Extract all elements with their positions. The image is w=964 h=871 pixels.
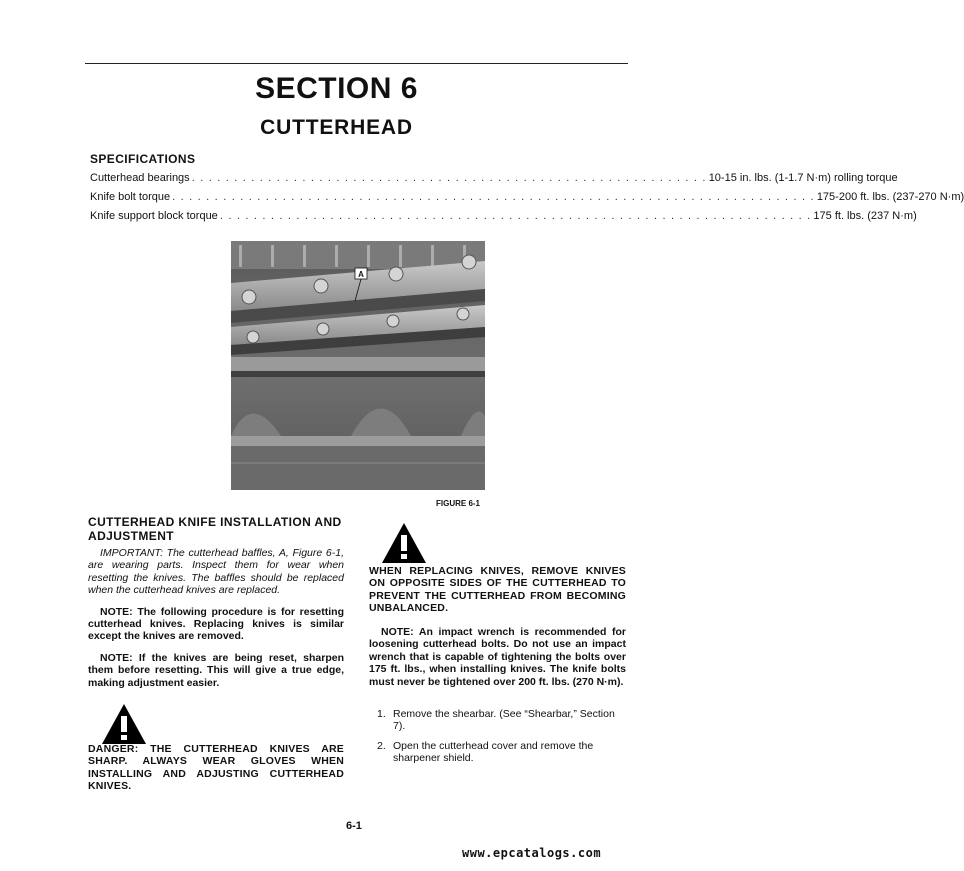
figure-caption: FIGURE 6-1 [436,499,481,508]
step-text: Remove the shearbar. (See “Shearbar,” Section 7). [393,708,615,733]
dot-leader: . . . . . . . . . . . . . . . . . . . . . . . . . . . . . . . . . . . . . . . . . . . . . . . . . . . . . . . . . . . . . . . . . . . . . . . . . . . . [172,191,815,203]
section-title: CUTTERHEAD [260,116,413,139]
dot-leader: . . . . . . . . . . . . . . . . . . . . . . . . . . . . . . . . . . . . . . . . . . . . . . . . . . . . . . . . . . . . . . . . . . . . . . [219,210,812,222]
page-number: 6-1 [346,820,362,832]
dot-leader: . . . . . . . . . . . . . . . . . . . . . . . . . . . . . . . . . . . . . . . . . . . . . . . . . . . . . . . . . . . . . [191,172,707,184]
spec-label: Knife bolt torque [90,191,171,203]
step-text: Open the cutterhead cover and remove the sharpener shield. [393,739,594,765]
warning-triangle-icon [100,702,148,746]
cutterhead-photo [231,241,485,490]
specifications-heading: SPECIFICATIONS [90,152,196,166]
procedure-heading: CUTTERHEAD KNIFE INSTALLATION AND ADJUSTMENT [88,515,342,543]
danger-warning: DANGER: THE CUTTERHEAD KNIVES ARE SHARP. ALWAYS WEAR GLOVES WHEN INSTALLING AND ADJUSTING CUTTERHEAD KNIVES. [88,743,344,793]
step-item [377,740,626,765]
step-number: 1. [377,708,386,720]
important-note: IMPORTANT: The cutterhead baffles, A, Figure 6-1, are wearing parts. Inspect them for wear when resetting the knives. The baffles should be replaced when the cutterhead knives are replaced. [88,547,344,597]
section-number: SECTION 6 [255,72,418,105]
step-number: 2. [377,739,386,752]
top-rule [85,63,628,64]
impact-wrench-note: NOTE: An impact wrench is recommended for loosening cutterhead bolts. Do not use an impact wrench that is capable of tightening the bolts over 175 ft. lbs., when installing knives. The knife bolts must never be tightened over 200 ft. lbs. (270 N·m). [369,626,626,688]
replace-knives-warning: WHEN REPLACING KNIVES, REMOVE KNIVES ON OPPOSITE SIDES OF THE CUTTERHEAD TO PREVENT THE CUTTERHEAD FROM BECOMING UNBALANCED. [369,565,626,615]
warning-triangle-icon [380,521,428,565]
spec-row [90,172,898,184]
spec-row [90,210,917,222]
watermark: www.epcatalogs.com [462,846,602,860]
figure-callout: A [358,270,364,279]
spec-value: 10-15 in. lbs. (1-1.7 N·m) rolling torque [708,172,898,184]
step-item [377,708,626,733]
spec-label: Cutterhead bearings [90,172,190,184]
procedure-steps [369,708,626,765]
spec-row [90,191,964,203]
spec-label: Knife support block torque [90,210,218,222]
left-column [88,516,344,689]
spec-value: 175-200 ft. lbs. (237-270 N·m) [816,191,964,203]
procedure-note: NOTE: The following procedure is for resetting cutterhead knives. Replacing knives is similar except the knives are removed. [88,605,344,643]
spec-value: 175 ft. lbs. (237 N·m) [813,210,917,222]
sharpen-note: NOTE: If the knives are being reset, sharpen them before resetting. This will give a true edge, making adjustment easier. [88,651,344,689]
